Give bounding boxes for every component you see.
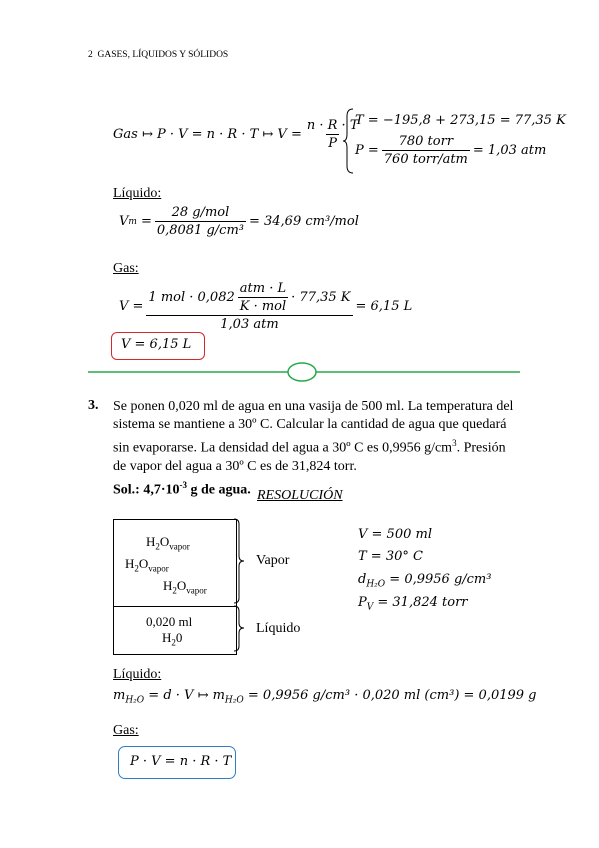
liquid-divider — [114, 606, 236, 607]
problem-statement: Se ponen 0,020 ml de agua en una vasija de 500 ml. La temperatura del sistema se mantiene a 30º C. Calcular la cantidad de agua que quedará sin evaporarse. La densidad del agua a 30º C es 0,9956 $g/cm^3$. Presión de vapor del agua a 30º C es de 31,824 torr. Sol.: $4,7\cdot 10^{-3}$ g de agua. — [113, 399, 514, 498]
molar-volume-equation: V m = $\frac{\text{28 g/mol}}{\text{0,8081 g/cm³}}$ = 34,69 cm³/mol — [119, 205, 359, 238]
given-temperature: T = 30° C — [358, 549, 423, 564]
liquid-formula: $H_20$ — [162, 630, 183, 648]
vapor-label: Vapor — [256, 553, 290, 568]
nrt-over-p-fraction: $\frac{n \cdot R \cdot T}{P}$ — [306, 118, 359, 151]
pressure-line: P = $\frac{\text{780 torr}}{\text{760 torr/atm}}$ = 1,03 atm — [355, 134, 547, 167]
running-title: GASES, LÍQUIDOS Y SÓLIDOS — [97, 50, 229, 60]
gas-label-2: Gas: — [113, 723, 139, 738]
given-vapor-pressure: $P_V = 31,824$ torr — [358, 595, 468, 613]
gas-constant-units-fraction: $\frac{\text{atm · L}}{\text{K · mol}}$ — [239, 281, 287, 314]
liquid-label-1: Líquido: — [113, 186, 162, 201]
page-header — [88, 50, 228, 60]
given-volume: V = 500 ml — [358, 527, 432, 542]
vapor-molecule-3: $H_2O_{vapor}$ — [163, 578, 207, 596]
vapor-molecule-2: $H_2O_{vapor}$ — [125, 556, 169, 574]
molar-volume-fraction: $\frac{\text{28 g/mol}}{\text{0,8081 g/cm³}}$ — [156, 205, 244, 238]
ideal-gas-law: P · V = n · R · T — [130, 754, 232, 769]
problem-number: 3. — [88, 398, 99, 413]
temperature-line: T = −195,8 + 273,15 = 77,35 K — [355, 113, 566, 128]
phase-brackets — [234, 518, 254, 658]
gas-volume-equation — [113, 118, 364, 151]
conditions-brace — [343, 108, 355, 174]
gas-volume-calculation: V = 1 mol · 0,082 $\frac{\text{atm · L}}{\text{K · mol}}$ · 77,35 K 1,03 atm = 6,15 L — [119, 281, 413, 332]
pressure-fraction: $\frac{\text{780 torr}}{\text{760 torr/atm}}$ — [383, 134, 468, 167]
gas-label-1: Gas: — [113, 261, 139, 276]
vapor-molecule-1: $H_2O_{vapor}$ — [146, 534, 190, 552]
solution-line: Sol.: $4,7\cdot 10^{-3}$ g de agua. — [113, 479, 251, 498]
given-density: $d_{H_2O} = 0,9956$ g/cm³ — [358, 572, 492, 590]
result-volume: V = 6,15 L — [121, 337, 192, 352]
resolution-heading: RESOLUCIÓN — [257, 488, 343, 503]
liquid-label-2: Líquido: — [113, 667, 162, 682]
equation-left: Gas ↦ P · V = n · R · T ↦ V = — [113, 127, 302, 142]
section-divider — [88, 360, 520, 386]
gas-volume-fraction: 1 mol · 0,082 $\frac{\text{atm · L}}{\text{K · mol}}$ · 77,35 K 1,03 atm — [148, 281, 351, 332]
water-mass-equation: $m_{H_2O} = d \cdot V$ ↦ $m_{H_2O} = 0,9956$ g/cm³ · 0,020 ml (cm³) = 0,0199 g — [113, 688, 537, 706]
page-number: 2 — [88, 50, 93, 60]
liquid-amount: 0,020 ml — [146, 614, 193, 629]
liquid-phase-label: Líquido — [256, 621, 301, 636]
